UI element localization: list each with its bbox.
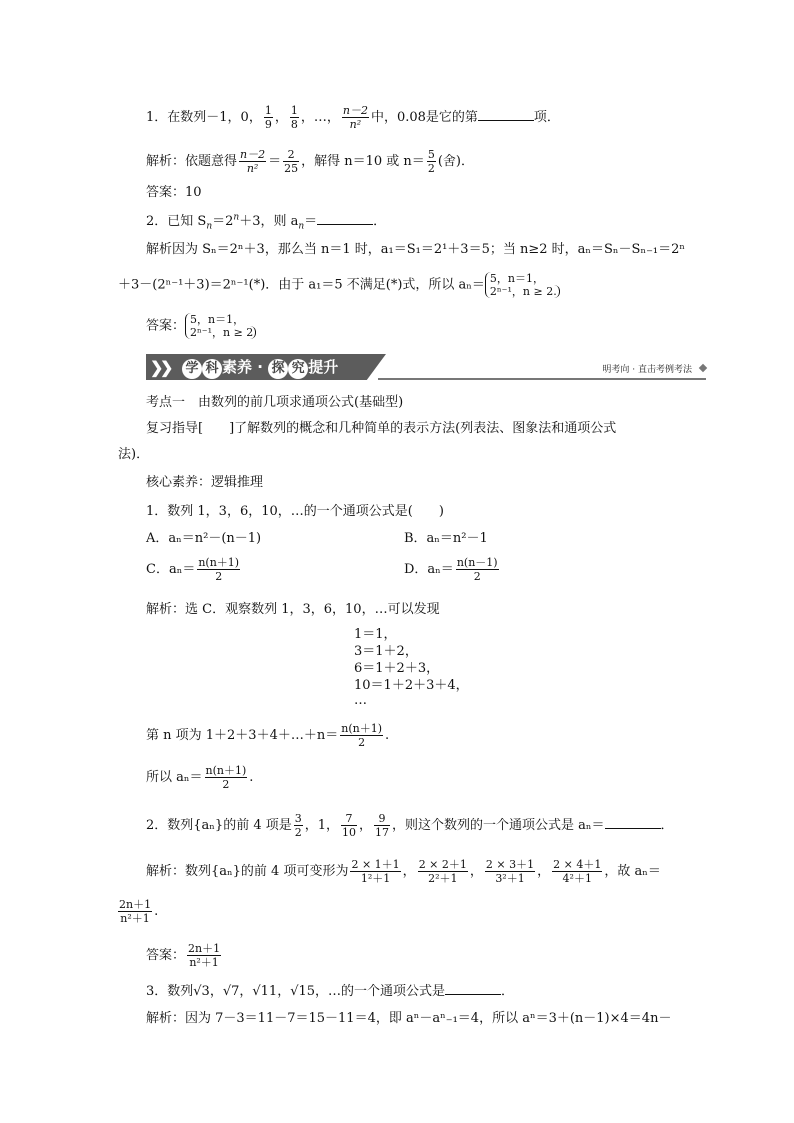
solution-2-line-2: ＋3－(2ⁿ⁻¹＋3)＝2ⁿ⁻¹(*)．由于 a₁＝5 不满足(*)式，所以 aₙ＝ 5，n＝1， 2ⁿ⁻¹，n ≥ 2. bbox=[118, 272, 560, 298]
chevron-icon: ❯ bbox=[160, 358, 174, 377]
piecewise-brace: 5，n＝1， 2ⁿ⁻¹，n ≥ 2. bbox=[485, 272, 560, 298]
core-literacy: 核心素养：逻辑推理 bbox=[146, 475, 264, 490]
review-guide-cont: 法)． bbox=[118, 447, 150, 462]
banner-title: 学 科 素养 · 探 究 提升 bbox=[182, 357, 338, 379]
solution-q1: 解析：选 C．观察数列 1，3，6，10，…可以发现 bbox=[146, 602, 440, 617]
answer-blank bbox=[445, 982, 501, 995]
solution-q3: 解析：因为 7－3＝11－7＝15－11＝4，即 aⁿ－aⁿ₋₁＝4，所以 aⁿ＝3＋(n－1)×4＝4n－ bbox=[146, 1011, 672, 1026]
question-2: 2．数列{aₙ}的前 4 项是 $\frac{3}{2}$ ，1， $\frac{7}{10}$ ， $\frac{9}{17}$ ，则这个数列的一个通项公式是 aₙ＝ ． bbox=[146, 812, 674, 839]
fraction: $\frac{5}{2}$ bbox=[427, 148, 435, 175]
equation-line: 3＝1＋2， bbox=[354, 644, 418, 659]
fraction: $\frac{3}{2}$ bbox=[294, 812, 302, 839]
nth-term-line: 第 n 项为 1＋2＋3＋4＋…＋n＝ $\frac{n(n+1)}{2}$ . bbox=[146, 722, 390, 749]
fraction: $\frac{2}{25}$ bbox=[284, 148, 299, 175]
equation-line: 1＝1， bbox=[354, 627, 397, 642]
fraction: $\frac{n(n+1)}{2}$ bbox=[198, 556, 240, 583]
solution-2-line-1: 解析因为 Sₙ＝2ⁿ＋3，那么当 n＝1 时，a₁＝S₁＝2¹＋3＝5；当 n≥2 时，aₙ＝Sₙ－Sₙ₋₁＝2ⁿ bbox=[146, 242, 686, 257]
fraction: $\frac{1}{9}$ bbox=[264, 104, 272, 131]
option-a: A．aₙ＝n²－(n－1) bbox=[146, 531, 262, 546]
fraction: $\frac{2 \times 1+1}{\text{1²＋1}}$ bbox=[351, 858, 400, 885]
banner-subtitle: 明考向 · 直击考例考法 bbox=[602, 365, 692, 375]
equation-line: 10＝1＋2＋3＋4， bbox=[354, 678, 469, 693]
question-3: 3．数列√3，√7，√11，√15，…的一个通项公式是 ． bbox=[146, 984, 515, 999]
fraction: $\frac{n(n-1)}{2}$ bbox=[456, 556, 498, 583]
fraction: $\frac{2n+1}{\text{n²＋1}}$ bbox=[188, 942, 221, 969]
fraction: $\frac{n(n+1)}{2}$ bbox=[205, 764, 247, 791]
review-guide: 复习指导[ ]了解数列的概念和几种简单的表示方法(列表法、图象法和通项公式 bbox=[146, 421, 617, 436]
option-c: C．aₙ＝ $\frac{n(n+1)}{2}$ bbox=[146, 556, 240, 583]
fraction: $\frac{n(n+1)}{2}$ bbox=[341, 722, 382, 749]
fraction: $\frac{7}{10}$ bbox=[342, 812, 357, 839]
solution-q2: 解析：数列{aₙ}的前 4 项可变形为 $\frac{2 \times 1+1}{\text{1²＋1}}$ ， $\frac{2 \times 2+1}{\text{2²＋1}}$ ， $\frac{2 \times 3+1}{\text{3²＋1}}$ ， $\frac{2 \times 4+1}{\text{4²＋1}}$ ，故 aₙ＝ bbox=[146, 858, 661, 885]
problem-1: 1．在数列－1，0， $\frac{1}{9}$ ， $\frac{1}{8}$ ，…， $\frac{n-2}{\text{n²}}$ 中，0.08是它的第 项． bbox=[146, 104, 560, 131]
chevron-icon: ❯ bbox=[150, 358, 164, 377]
answer-1: 答案：10 bbox=[146, 185, 202, 200]
equation-line: 6＝1＋2＋3， bbox=[354, 661, 440, 676]
answer-q2: 答案： $\frac{2n+1}{\text{n²＋1}}$ bbox=[146, 942, 221, 969]
fraction: $\frac{9}{17}$ bbox=[375, 812, 390, 839]
option-b: B．aₙ＝n²－1 bbox=[404, 531, 488, 546]
problem-2: 2．已知 $S_n=2^n+3$，则 $a_n=$ ． bbox=[146, 212, 387, 232]
banner-rule bbox=[378, 378, 706, 380]
conclusion-line: 所以 aₙ＝ $\frac{n(n+1)}{2}$ . bbox=[146, 764, 254, 791]
section-heading: 考点一 由数列的前几项求通项公式(基础型) bbox=[146, 395, 404, 410]
answer-blank bbox=[605, 816, 661, 829]
fraction: $\frac{2n+1}{\text{n²＋1}}$ bbox=[119, 898, 152, 925]
fraction: $\frac{n-2}{\text{n²}}$ bbox=[342, 104, 368, 131]
answer-blank bbox=[478, 108, 534, 121]
fraction: $\frac{2 \times 2+1}{\text{2²＋1}}$ bbox=[418, 858, 467, 885]
answer-2: 答案： 5，n＝1， 2ⁿ⁻¹，n ≥ 2 bbox=[146, 313, 256, 339]
fraction: $\frac{n-2}{\text{n²}}$ bbox=[240, 148, 266, 175]
piecewise-brace: 5，n＝1， 2ⁿ⁻¹，n ≥ 2 bbox=[185, 313, 256, 339]
option-d: D．aₙ＝ $\frac{n(n-1)}{2}$ bbox=[404, 556, 498, 583]
diamond-icon bbox=[699, 364, 707, 372]
section-banner bbox=[146, 354, 706, 382]
answer-blank bbox=[317, 212, 373, 225]
problem-number: 1． bbox=[146, 110, 168, 125]
solution-1: 解析：依题意得 $\frac{n-2}{\text{n²}}$ ＝ $\frac{2}{25}$ ，解得 n＝10 或 n＝ $\frac{5}{2}$ (舍)． bbox=[146, 148, 474, 175]
equation-line: … bbox=[354, 693, 367, 708]
fraction: $\frac{1}{8}$ bbox=[290, 104, 298, 131]
solution-q2-cont: $\frac{2n+1}{\text{n²＋1}}$ . bbox=[119, 898, 159, 925]
fraction: $\frac{2 \times 4+1}{\text{4²＋1}}$ bbox=[553, 858, 602, 885]
fraction: $\frac{2 \times 3+1}{\text{3²＋1}}$ bbox=[485, 858, 535, 885]
question-1: 1．数列 1，3，6，10，…的一个通项公式是( ) bbox=[146, 504, 444, 519]
